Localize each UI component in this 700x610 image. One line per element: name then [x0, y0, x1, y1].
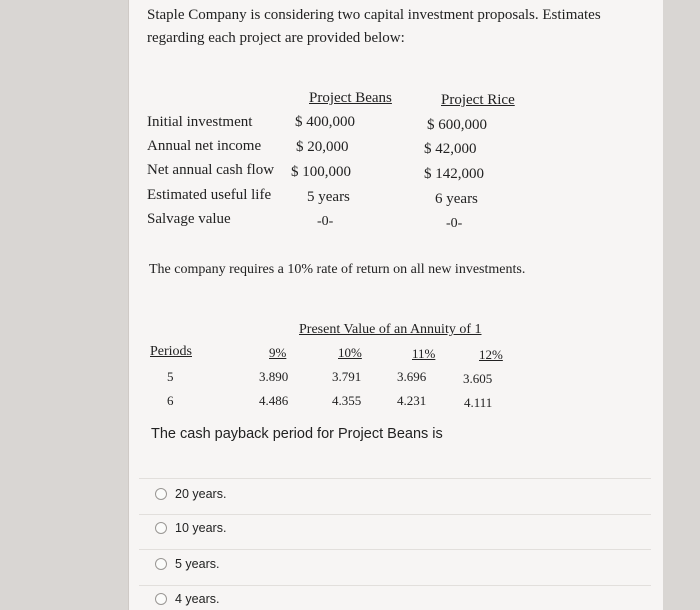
- required-return-text: The company requires a 10% rate of return on all new investments.: [149, 262, 526, 277]
- row-label-estimated-useful-life: Estimated useful life: [147, 187, 272, 203]
- header-project-rice: Project Rice: [441, 92, 515, 108]
- row-label-salvage-value: Salvage value: [147, 211, 231, 227]
- radio-button-icon[interactable]: [155, 522, 167, 534]
- pv-table-title: Present Value of an Annuity of 1: [299, 322, 482, 337]
- radio-button-icon[interactable]: [155, 558, 167, 570]
- row-label-initial-investment: Initial investment: [147, 114, 253, 130]
- pv-rate-11: 11%: [412, 346, 436, 361]
- divider-line: [139, 585, 651, 586]
- pv-period-6: 6: [167, 393, 174, 408]
- beans-salvage-value: -0-: [317, 214, 334, 229]
- intro-line-1: Staple Company is considering two capital investment proposals. Estimates: [147, 7, 601, 23]
- rice-net-annual-cash-flow: $ 142,000: [424, 166, 484, 182]
- beans-net-annual-cash-flow: $ 100,000: [291, 164, 351, 180]
- pv-rate-9: 9%: [269, 345, 287, 360]
- option-label: 20 years.: [175, 487, 227, 501]
- beans-annual-net-income: $ 20,000: [296, 139, 349, 155]
- option-10-years[interactable]: [155, 521, 226, 535]
- divider-line: [139, 478, 651, 479]
- intro-text: [147, 4, 601, 50]
- row-label-net-annual-cash-flow: Net annual cash flow: [147, 162, 275, 178]
- pv-periods-label: Periods: [150, 344, 192, 359]
- option-20-years[interactable]: [155, 487, 226, 501]
- rice-estimated-useful-life: 6 years: [435, 191, 478, 207]
- row-label-annual-net-income: Annual net income: [147, 138, 262, 154]
- pv-6-11pct: 4.231: [397, 393, 427, 408]
- rice-annual-net-income: $ 42,000: [424, 141, 477, 157]
- pv-rate-10: 10%: [338, 345, 362, 360]
- rice-initial-investment: $ 600,000: [427, 117, 487, 133]
- divider-line: [139, 514, 651, 515]
- pv-5-10pct: 3.791: [332, 369, 362, 384]
- pv-5-11pct: 3.696: [397, 369, 427, 384]
- pv-period-5: 5: [167, 369, 174, 384]
- divider-line: [139, 549, 651, 550]
- pv-rate-12: 12%: [479, 347, 503, 362]
- option-label: 10 years.: [175, 521, 227, 535]
- pv-5-12pct: 3.605: [463, 371, 493, 386]
- beans-estimated-useful-life: 5 years: [307, 189, 350, 205]
- rice-salvage-value: -0-: [446, 216, 463, 231]
- header-project-beans: Project Beans: [309, 90, 392, 106]
- beans-initial-investment: $ 400,000: [295, 114, 355, 130]
- pv-6-10pct: 4.355: [332, 393, 362, 408]
- question-text: The cash payback period for Project Beans is: [151, 426, 443, 442]
- option-label: 5 years.: [175, 557, 220, 571]
- pv-6-9pct: 4.486: [259, 393, 289, 408]
- pv-6-12pct: 4.111: [464, 395, 493, 410]
- pv-5-9pct: 3.890: [259, 369, 289, 384]
- option-5-years[interactable]: [155, 557, 219, 571]
- intro-line-2: regarding each project are provided below:: [147, 30, 405, 46]
- radio-button-icon[interactable]: [155, 593, 167, 605]
- option-4-years[interactable]: [155, 592, 219, 606]
- question-sheet: [128, 0, 663, 610]
- option-label: 4 years.: [175, 592, 220, 606]
- radio-button-icon[interactable]: [155, 488, 167, 500]
